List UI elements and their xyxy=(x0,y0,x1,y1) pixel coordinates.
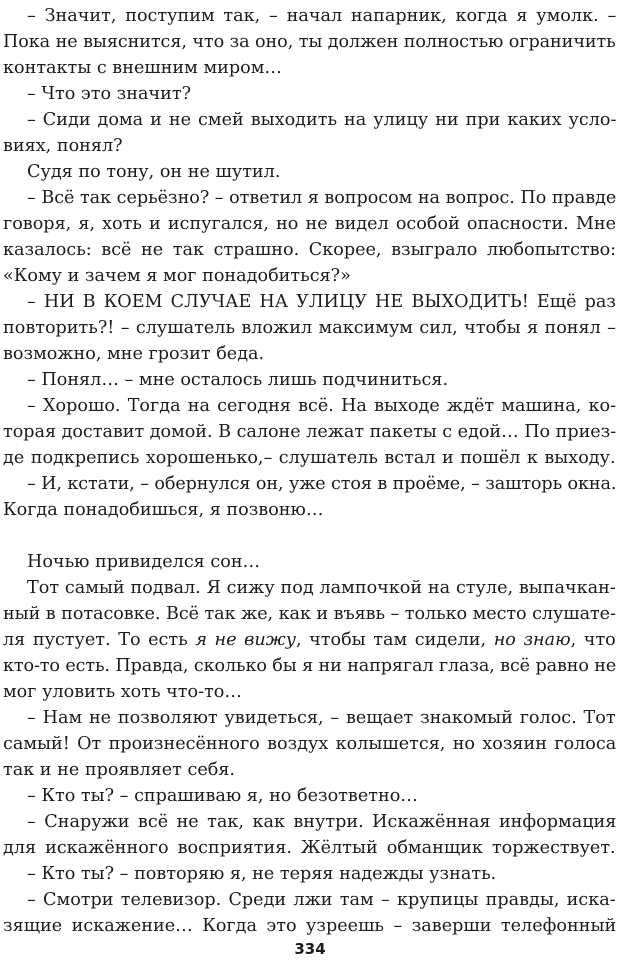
text-segment: так и не проявляет себя. xyxy=(3,760,236,780)
page-number: 334 xyxy=(294,940,326,958)
text-line xyxy=(3,341,264,367)
text-line xyxy=(27,81,191,107)
text-line xyxy=(3,913,616,939)
text-line xyxy=(3,55,282,81)
text-segment: де подкрепись хорошенько,– слушатель встал и пошёл к выходу. xyxy=(3,448,616,468)
text-segment: ный в потасовке. Всё так же, как и въявь – только место слушате- xyxy=(3,604,616,624)
text-segment: Судя по тону, он не шутил. xyxy=(27,162,281,182)
text-line xyxy=(3,211,616,237)
text-segment: – Значит, поступим так, – начал напарник, когда я умолк. – xyxy=(27,6,617,26)
text-line xyxy=(27,159,280,185)
text-segment: казалось: всё не так страшно. Скорее, взыграло любопытство: xyxy=(3,240,617,260)
text-segment: , чтобы там сидели, xyxy=(295,630,494,650)
text-line xyxy=(27,549,260,575)
text-line xyxy=(27,861,496,887)
text-segment: «Кому и зачем я мог понадобиться?» xyxy=(3,266,351,286)
text-line xyxy=(27,887,616,913)
text-line xyxy=(3,731,616,757)
text-line xyxy=(27,3,616,29)
text-segment: повторить?! – слушатель вложил максимум сил, чтобы я понял – xyxy=(3,318,616,338)
text-segment: , что xyxy=(570,630,616,650)
text-segment: – Кто ты? – повторяю я, не теряя надежды узнать. xyxy=(27,864,497,884)
text-line xyxy=(3,679,242,705)
text-line xyxy=(3,627,616,653)
text-segment: мог уловить хоть что-то… xyxy=(3,682,242,702)
italic-text: но знаю xyxy=(493,630,571,650)
text-segment: – Кто ты? – спрашиваю я, но безответно… xyxy=(27,786,418,806)
text-line xyxy=(27,393,616,419)
text-line xyxy=(27,705,616,731)
text-line xyxy=(27,367,448,393)
text-segment: Когда понадобишься, я позвоню… xyxy=(3,500,324,520)
text-segment: – И, кстати, – обернулся он, уже стоя в проёме, – зашторь окна. xyxy=(27,474,617,494)
text-line xyxy=(3,29,616,55)
text-segment: Ночью привиделся сон… xyxy=(27,552,261,572)
text-line xyxy=(3,419,616,445)
text-segment: кто-то есть. Правда, сколько бы я ни напрягал глаза, всё равно не xyxy=(3,656,617,676)
text-line xyxy=(27,107,616,133)
text-segment: – Сиди дома и не смей выходить на улицу ни при каких усло- xyxy=(27,110,617,130)
text-line xyxy=(3,497,323,523)
text-line xyxy=(3,263,351,289)
text-line xyxy=(3,237,616,263)
text-line xyxy=(27,185,616,211)
text-line xyxy=(3,133,123,159)
text-segment: возможно, мне грозит беда. xyxy=(3,344,265,364)
text-segment: ля пустует. То есть xyxy=(3,630,196,650)
text-segment: виях, понял? xyxy=(3,136,123,156)
text-segment: – Смотри телевизор. Среди лжи там – крупицы правды, иска- xyxy=(27,890,616,910)
italic-text: я не вижу xyxy=(195,630,296,650)
text-line xyxy=(3,601,616,627)
text-segment: – Снаружи всё не так, как внутри. Искажённая информация xyxy=(27,812,617,832)
text-line xyxy=(27,471,616,497)
text-segment: контакты с внешним миром… xyxy=(3,58,282,78)
text-segment: торая доставит домой. В салоне лежат пакеты с едой… По приез- xyxy=(3,422,617,442)
text-segment: – Что это значит? xyxy=(27,84,192,104)
text-line xyxy=(27,783,418,809)
text-segment: – Нам не позволяют увидеться, – вещает знакомый голос. Тот xyxy=(27,708,616,728)
text-segment: – НИ В КОЕМ СЛУЧАЕ НА УЛИЦУ НЕ ВЫХОДИТЬ! Ещё раз xyxy=(27,292,616,312)
text-line xyxy=(3,835,616,861)
text-segment: Тот самый подвал. Я сижу под лампочкой на стуле, выпачкан- xyxy=(27,578,616,598)
text-line xyxy=(3,315,616,341)
text-segment: – Всё так серьёзно? – ответил я вопросом на вопрос. По правде xyxy=(27,188,617,208)
text-line xyxy=(3,757,235,783)
text-line xyxy=(3,445,616,471)
text-line xyxy=(27,289,616,315)
text-segment: – Понял… – мне осталось лишь подчиниться. xyxy=(27,370,449,390)
text-line xyxy=(27,809,616,835)
text-segment: для искажённого восприятия. Жёлтый обманщик торжествует. xyxy=(3,838,616,858)
text-line xyxy=(27,575,616,601)
text-segment: говоря, я, хоть и испугался, но не видел особой опасности. Мне xyxy=(3,214,617,234)
text-line xyxy=(3,653,616,679)
text-segment: Пока не выяснится, что за оно, ты должен полностью ограничить xyxy=(3,32,616,52)
text-segment: самый! От произнесённого воздух колышется, но хозяин голоса xyxy=(3,734,617,754)
text-segment: – Хорошо. Тогда на сегодня всё. На выходе ждёт машина, ко- xyxy=(27,396,617,416)
text-segment: зящие искажение… Когда это узреешь – заверши телефонный xyxy=(3,916,617,936)
